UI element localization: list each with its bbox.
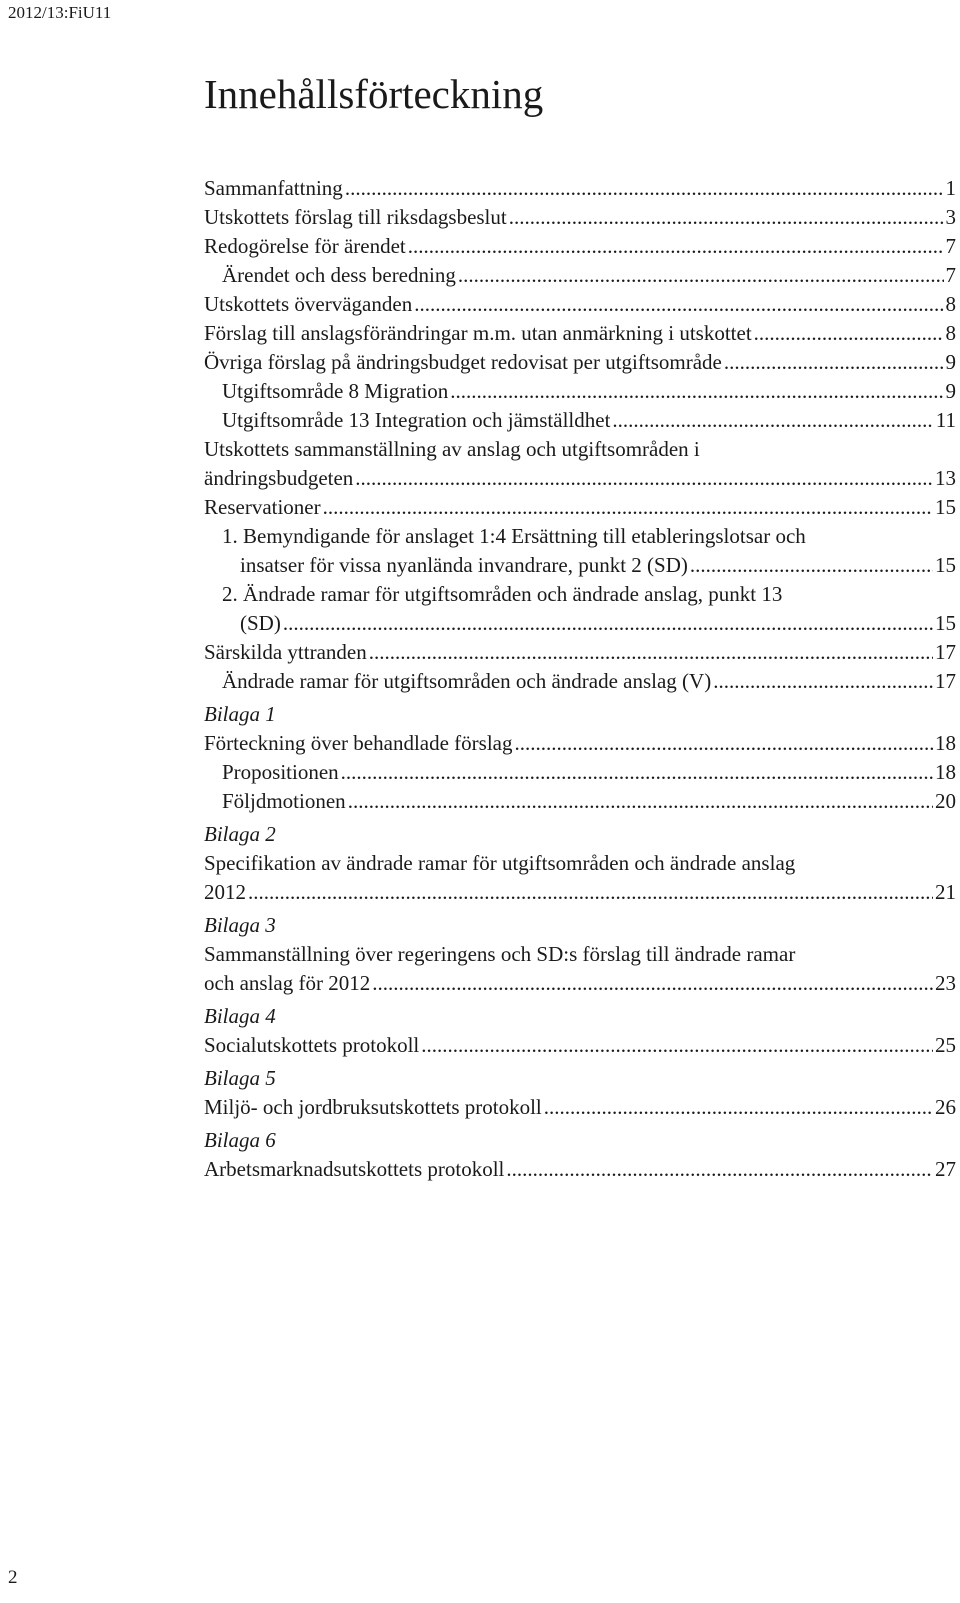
toc-label: och anslag för 2012	[204, 971, 371, 995]
appendix-label: Bilaga 6	[204, 1128, 276, 1152]
toc-entry[interactable]	[204, 203, 956, 232]
toc-page: 13	[935, 466, 956, 490]
toc-entry[interactable]	[204, 1093, 956, 1122]
toc-leader	[421, 1031, 933, 1060]
toc-leader	[408, 232, 944, 261]
toc-page: 8	[945, 292, 956, 316]
toc-label-line: Utskottets sammanställning av anslag och utgiftsområden i	[204, 437, 700, 461]
toc-leader	[348, 787, 933, 816]
toc-leader	[283, 609, 933, 638]
toc-leader	[724, 348, 944, 377]
toc-entry[interactable]	[204, 435, 956, 493]
toc-leader	[544, 1093, 933, 1122]
toc-label: Övriga förslag på ändringsbudget redovisat per utgiftsområde	[204, 350, 722, 374]
appendix-label: Bilaga 4	[204, 1004, 276, 1028]
toc-label: Förslag till anslagsförändringar m.m. utan anmärkning i utskottet	[204, 321, 752, 345]
toc-leader	[509, 203, 944, 232]
toc-leader	[514, 729, 933, 758]
toc-page: 9	[945, 379, 956, 403]
toc-leader	[754, 319, 944, 348]
toc-entry[interactable]	[204, 580, 956, 638]
toc-label: ändringsbudgeten	[204, 466, 354, 490]
toc-label: Ändrade ramar för utgiftsområden och ändrade anslag (V)	[222, 669, 712, 693]
toc-leader	[345, 174, 944, 203]
toc-page: 9	[945, 350, 956, 374]
toc-leader	[690, 551, 933, 580]
toc-page: 15	[935, 553, 956, 577]
toc-page: 26	[935, 1095, 956, 1119]
appendix-label: Bilaga 3	[204, 913, 276, 937]
toc-entry[interactable]	[204, 232, 956, 261]
toc-leader	[372, 969, 933, 998]
toc-label-line: 1. Bemyndigande för anslaget 1:4 Ersättning till etableringslotsar och	[222, 524, 806, 548]
toc-label-line: 2. Ändrade ramar för utgiftsområden och ändrade anslag, punkt 13	[222, 582, 783, 606]
appendix-label: Bilaga 2	[204, 822, 276, 846]
toc-leader	[713, 667, 933, 696]
toc-label: Propositionen	[222, 760, 339, 784]
toc-leader	[612, 406, 933, 435]
toc-page: 7	[945, 263, 956, 287]
toc-page: 8	[945, 321, 956, 345]
document-id: 2012/13:FiU11	[8, 3, 112, 22]
toc-leader	[458, 261, 944, 290]
toc-page: 25	[935, 1033, 956, 1057]
toc-entry[interactable]	[204, 493, 956, 522]
toc-page: 17	[935, 669, 956, 693]
toc-entry[interactable]	[204, 1155, 956, 1184]
toc-entry[interactable]	[204, 377, 956, 406]
toc-page: 18	[935, 760, 956, 784]
toc-label: Redogörelse för ärendet	[204, 234, 406, 258]
toc-leader	[248, 878, 933, 907]
toc-entry[interactable]	[204, 406, 956, 435]
page-number: 2	[8, 1567, 18, 1588]
toc-entry[interactable]	[204, 261, 956, 290]
toc-label: (SD)	[240, 611, 281, 635]
toc-leader	[369, 638, 933, 667]
toc-page: 15	[935, 611, 956, 635]
toc-page: 20	[935, 789, 956, 813]
toc-leader	[323, 493, 933, 522]
toc-entry[interactable]	[204, 849, 956, 907]
toc-page: 18	[935, 731, 956, 755]
toc-entry[interactable]	[204, 638, 956, 667]
toc-leader	[414, 290, 943, 319]
toc-entry[interactable]	[204, 348, 956, 377]
toc-label: Förteckning över behandlade förslag	[204, 731, 513, 755]
toc-leader	[341, 758, 933, 787]
toc-page: 7	[945, 234, 956, 258]
toc-entry[interactable]	[204, 729, 956, 758]
toc-page: 21	[935, 880, 956, 904]
toc-entry[interactable]	[204, 758, 956, 787]
appendix-label: Bilaga 1	[204, 702, 276, 726]
toc-label-line: Sammanställning över regeringens och SD:s förslag till ändrade ramar	[204, 942, 796, 966]
toc-label: Ärendet och dess beredning	[222, 263, 456, 287]
toc-label-line: Specifikation av ändrade ramar för utgiftsområden och ändrade anslag	[204, 851, 796, 875]
toc-entry[interactable]	[204, 290, 956, 319]
toc-label: Utgiftsområde 8 Migration	[222, 379, 449, 403]
toc-entry[interactable]	[204, 522, 956, 580]
toc-label: Miljö- och jordbruksutskottets protokoll	[204, 1095, 542, 1119]
toc-label: Arbetsmarknadsutskottets protokoll	[204, 1157, 505, 1181]
toc-leader	[450, 377, 943, 406]
toc-label: Socialutskottets protokoll	[204, 1033, 420, 1057]
toc-entry[interactable]	[204, 940, 956, 998]
toc-label: Reservationer	[204, 495, 321, 519]
toc-label: 2012	[204, 880, 246, 904]
toc-leader	[506, 1155, 933, 1184]
toc-page: 17	[935, 640, 956, 664]
toc-page: 27	[935, 1157, 956, 1181]
table-of-contents	[204, 174, 956, 1184]
toc-label: Utskottets förslag till riksdagsbeslut	[204, 205, 507, 229]
toc-entry[interactable]	[204, 1031, 956, 1060]
toc-page: 23	[935, 971, 956, 995]
toc-label: insatser för vissa nyanlända invandrare, punkt 2 (SD)	[240, 553, 688, 577]
toc-label: Utgiftsområde 13 Integration och jämställdhet	[222, 408, 611, 432]
toc-leader	[355, 464, 933, 493]
toc-entry[interactable]	[204, 787, 956, 816]
toc-page: 3	[945, 205, 956, 229]
toc-page: 11	[935, 408, 956, 432]
toc-entry[interactable]	[204, 174, 956, 203]
toc-label: Särskilda yttranden	[204, 640, 367, 664]
toc-page: 1	[945, 176, 956, 200]
toc-entry[interactable]	[204, 319, 956, 348]
toc-page: 15	[935, 495, 956, 519]
toc-entry[interactable]	[204, 667, 956, 696]
toc-label: Sammanfattning	[204, 176, 343, 200]
appendix-label: Bilaga 5	[204, 1066, 276, 1090]
toc-label: Följdmotionen	[222, 789, 346, 813]
page-title: Innehållsförteckning	[204, 71, 544, 117]
toc-label: Utskottets överväganden	[204, 292, 413, 316]
